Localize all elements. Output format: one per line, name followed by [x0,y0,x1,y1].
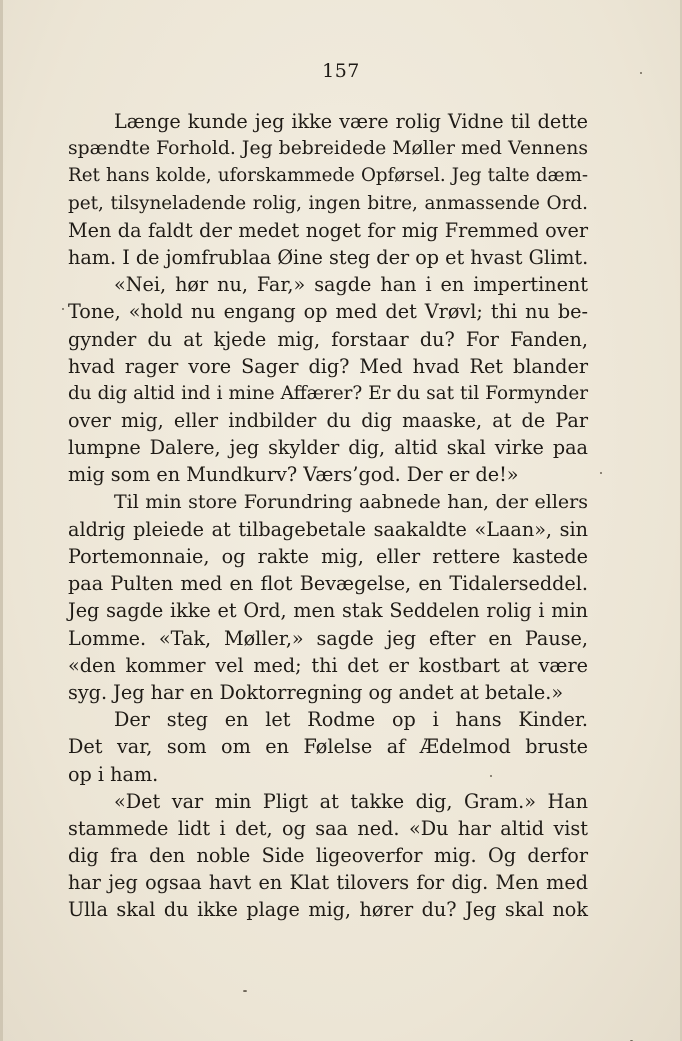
text-line: Der steg en let Rodme op i hans Kinder. [114,708,588,732]
page-left-edge [0,0,3,1041]
text-line: stammede lidt i det, og saa ned. «Du har altid vist [68,816,588,840]
text-line: lumpne Dalere, jeg skylder dig, altid skal virke paa [68,436,588,460]
paper-speck [243,990,247,992]
text-line: Jeg sagde ikke et Ord, men stak Seddelen rolig i min [68,599,588,623]
paper-speck [640,72,642,74]
text-line: Ulla skal du ikke plage mig, hører du? Jeg skal nok [68,898,588,922]
page-number: 157 [322,60,360,82]
text-line: over mig, eller indbilder du dig maaske, at de Par [68,409,588,433]
body-text [68,108,588,924]
text-line: syg. Jeg har en Doktorregning og andet at betale.» [68,680,564,704]
text-line: spændte Forhold. Jeg bebreidede Møller med Vennens [68,138,588,160]
text-line: gynder du at kjede mig, forstaar du? For Fanden, [68,327,588,351]
text-line: Ret hans kolde, uforskammede Opførsel. Jeg talte dæm- [68,165,588,187]
text-line: Tone, «hold nu engang op med det Vrøvl; thi nu be- [68,300,588,324]
text-line: Men da faldt der medet noget for mig Fremmed over [68,218,588,242]
text-line: «den kommer vel med; thi det er kostbart at være [68,653,588,677]
text-line: aldrig pleiede at tilbagebetale saakaldte «Laan», sin [68,517,588,541]
text-line: har jeg ogsaa havt en Klat tilovers for dig. Men med [68,871,588,895]
paper-speck [62,308,64,310]
text-line: du dig altid ind i mine Affærer? Er du sat til Formynder [68,382,588,404]
text-line: op i ham. [68,762,159,786]
text-line: ham. I de jomfrublaa Øine steg der op et hvast Glimt. [68,245,589,269]
text-line: paa Pulten med en flot Bevægelse, en Tidalerseddel. [68,572,588,596]
text-line: Portemonnaie, og rakte mig, eller rettere kastede [68,545,588,568]
text-line: «Nei, hør nu, Far,» sagde han i en impertinent [114,273,588,297]
text-line: «Det var min Pligt at takke dig, Gram.» Han [114,789,588,813]
text-line: Længe kunde jeg ikke være rolig Vidne til dette [114,110,588,133]
text-line: dig fra den noble Side ligeoverfor mig. Og derfor [68,844,588,868]
text-line: mig som en Mundkurv? Værs’god. Der er de!» [68,463,519,487]
text-line: pet, tilsyneladende rolig, ingen bitre, anmassende Ord. [68,192,588,214]
paper-speck [600,472,602,474]
paper-speck [490,775,492,777]
text-line: Det var, som om en Følelse af Ædelmod bruste [68,735,588,759]
text-line: Til min store Forundring aabnede han, der ellers [114,490,588,513]
text-line: Lomme. «Tak, Møller,» sagde jeg efter en Pause, [68,626,588,650]
text-line: hvad rager vore Sager dig? Med hvad Ret blander [68,354,588,378]
